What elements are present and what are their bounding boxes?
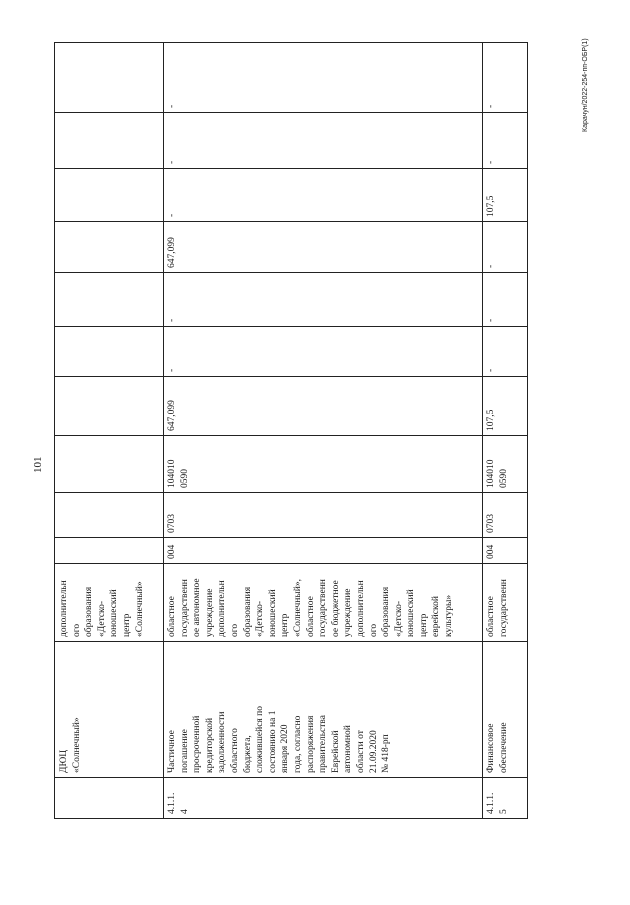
cell-value-6-text: -	[167, 160, 177, 164]
cell-value-7-text: -	[486, 104, 496, 108]
cell-recipient-text: областное государственн	[486, 579, 509, 637]
cell-value-5	[55, 168, 163, 221]
cell-recipient-text: областное государственн ое автономное учреждение дополнительн ого образования «Детско- юношеский центр «Солнечный», областное государственн ое бюджетное учреждение дополнительн ого образования «Детско- юношеский центр еврейской культуры»	[167, 578, 455, 637]
cell-value-5-text: -	[167, 213, 177, 217]
cell-total	[482, 376, 527, 435]
cell-csr	[163, 435, 482, 492]
page-number-text: 101	[32, 456, 44, 473]
cell-total-text	[55, 376, 163, 435]
cell-row-number-text: 4.1.1. 5	[486, 792, 509, 814]
cell-value-4	[482, 221, 527, 272]
cell-value-3-text	[55, 272, 163, 326]
cell-value-2	[55, 326, 163, 376]
cell-row-number	[163, 777, 482, 818]
cell-value-2	[482, 326, 527, 376]
cell-value-5-text	[55, 168, 163, 221]
cell-rz-pr	[482, 492, 527, 537]
cell-recipient	[55, 563, 163, 641]
cell-row-number-text	[55, 777, 163, 818]
cell-value-4-text: 647,099	[167, 237, 177, 268]
cell-value-4-text	[55, 221, 163, 272]
cell-value-4-text: -	[486, 264, 496, 268]
cell-value-4	[55, 221, 163, 272]
budget-table	[54, 42, 528, 819]
cell-grbs-text: 004	[167, 544, 177, 559]
cell-value-3	[482, 272, 527, 326]
cell-value-3	[163, 272, 482, 326]
cell-rz-pr-text	[55, 492, 163, 537]
cell-event-name	[163, 641, 482, 777]
cell-row-number	[55, 777, 163, 818]
cell-value-4	[163, 221, 482, 272]
cell-value-2-text: -	[486, 368, 496, 372]
cell-row-number	[482, 777, 527, 818]
cell-grbs-text	[55, 537, 163, 563]
cell-value-5	[482, 168, 527, 221]
cell-value-3-text: -	[167, 318, 177, 322]
document-code	[582, 38, 594, 290]
cell-value-6-text: -	[486, 160, 496, 164]
cell-value-2-text	[55, 326, 163, 376]
cell-value-7-text: -	[167, 104, 177, 108]
cell-grbs-text: 004	[486, 544, 496, 559]
cell-total	[163, 376, 482, 435]
cell-grbs	[482, 537, 527, 563]
cell-value-7-text	[55, 43, 163, 112]
cell-value-2	[163, 326, 482, 376]
cell-value-5	[163, 168, 482, 221]
cell-value-6	[55, 112, 163, 168]
cell-value-7	[55, 43, 163, 112]
cell-rz-pr	[55, 492, 163, 537]
cell-event-name-text: Финансовое обеспечение	[486, 722, 509, 773]
cell-csr	[482, 435, 527, 492]
cell-value-5-text: 107,5	[486, 195, 496, 217]
cell-row-number-text: 4.1.1. 4	[167, 792, 190, 814]
cell-value-6	[482, 112, 527, 168]
cell-value-3-text: -	[486, 318, 496, 322]
cell-recipient	[482, 563, 527, 641]
cell-value-7	[163, 43, 482, 112]
cell-total-text: 647,099	[167, 400, 177, 431]
cell-value-6-text	[55, 112, 163, 168]
cell-grbs	[55, 537, 163, 563]
cell-csr	[55, 435, 163, 492]
cell-csr-text	[55, 435, 163, 492]
cell-event-name-text: ДЮЦ «Солнечный»	[59, 717, 82, 773]
cell-csr-text: 104010 0590	[167, 459, 190, 488]
cell-rz-pr	[163, 492, 482, 537]
cell-value-6	[163, 112, 482, 168]
cell-grbs	[163, 537, 482, 563]
cell-csr-text: 104010 0590	[486, 459, 509, 488]
cell-event-name	[55, 641, 163, 777]
cell-value-7	[482, 43, 527, 112]
cell-recipient	[163, 563, 482, 641]
cell-rz-pr-text: 0703	[167, 514, 177, 533]
cell-event-name-text: Частичное погашение просроченной кредиторской задолженности областного бюджета, сложившейся по состоянию на 1 января 2020 года, согласно распоряжения правительства Еврейской автономной области от 21.09.2020 № 418-рп	[167, 705, 392, 773]
cell-value-2-text: -	[167, 368, 177, 372]
cell-value-3	[55, 272, 163, 326]
cell-recipient-text: дополнительн ого образования «Детско- юношеский центр «Солнечный»	[59, 580, 145, 637]
cell-total-text: 107,5	[486, 409, 496, 431]
cell-total	[55, 376, 163, 435]
cell-rz-pr-text: 0703	[486, 514, 496, 533]
document-code-text: Карачун/2022-254-пп-ОБР(1)	[582, 38, 589, 132]
cell-event-name	[482, 641, 527, 777]
